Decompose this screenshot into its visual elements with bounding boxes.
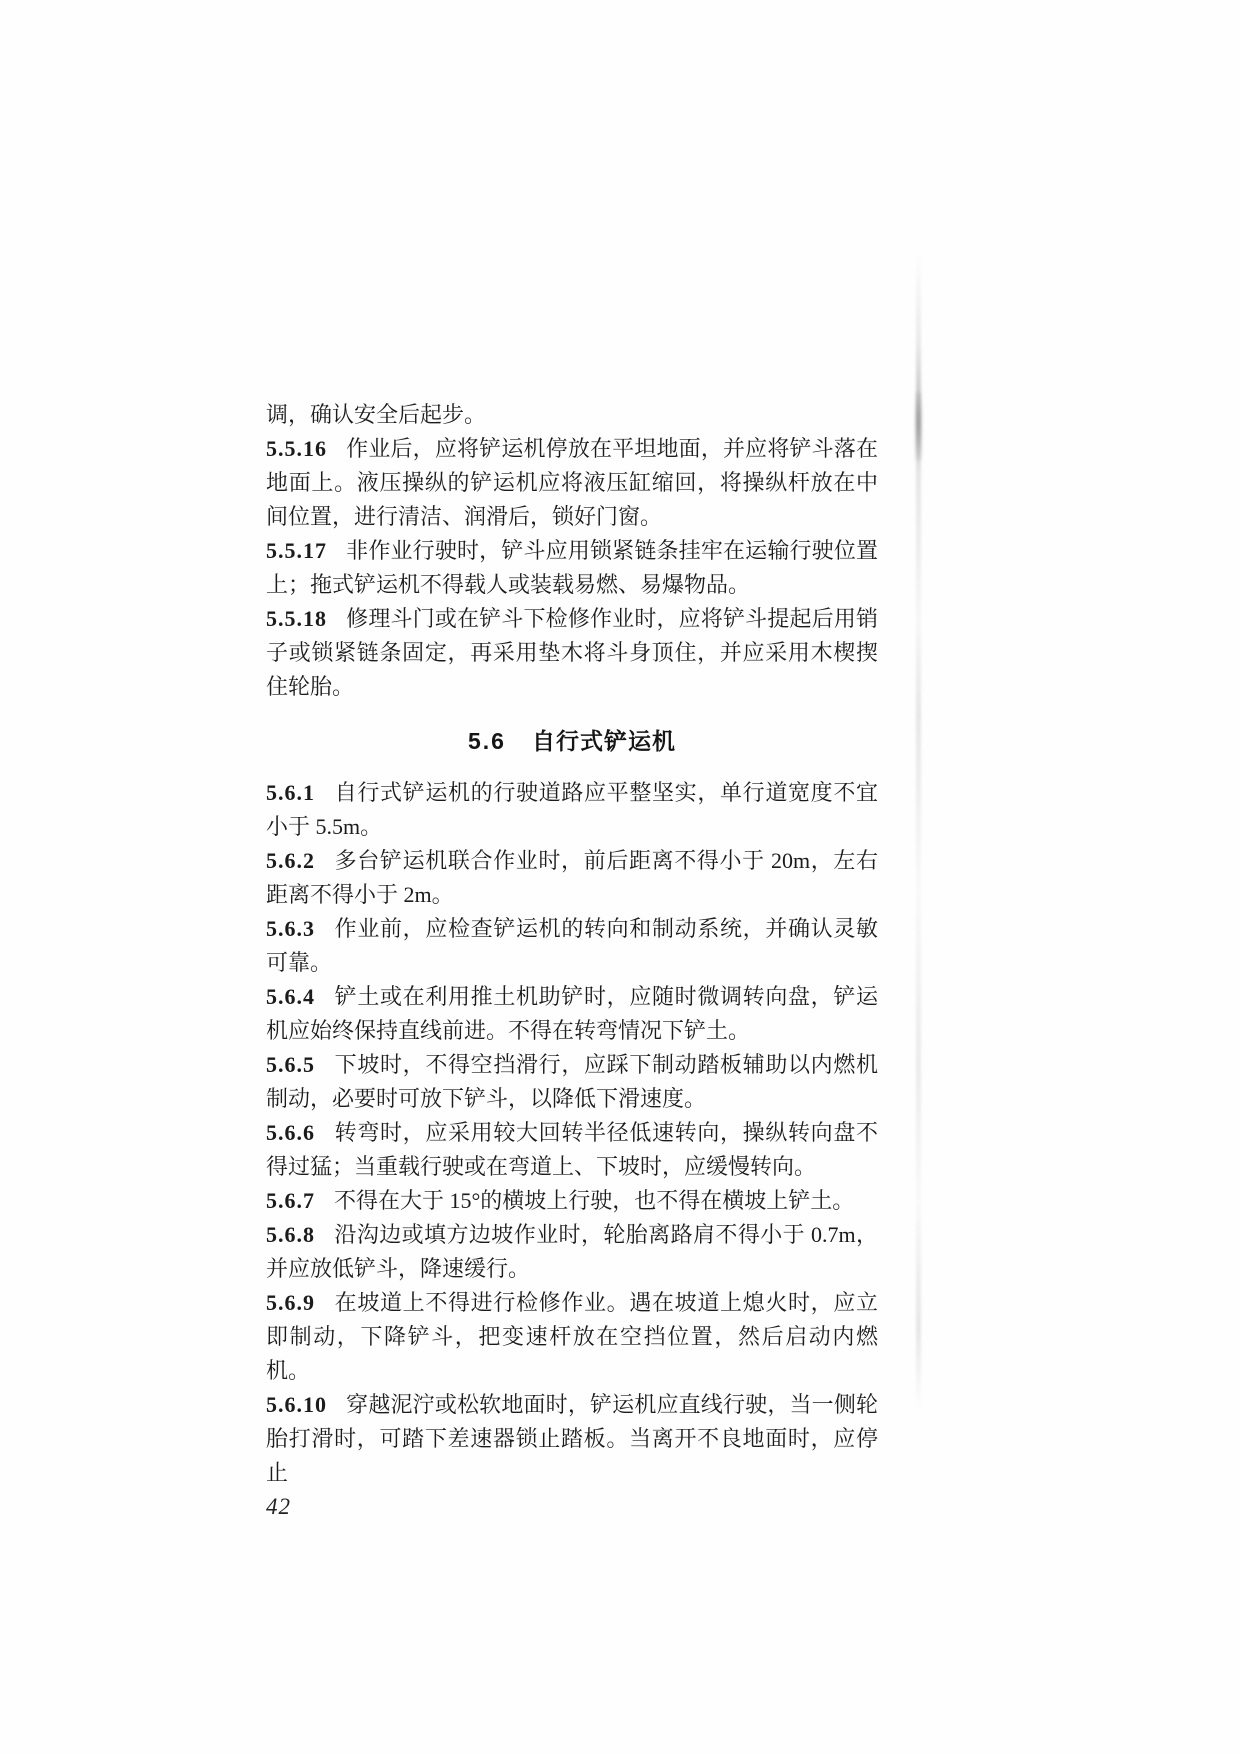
clause-text: 转弯时，应采用较大回转半径低速转向，操纵转向盘不得过猛；当重载行驶或在弯道上、下坡时，应缓慢转向。 <box>266 1120 878 1179</box>
clause-number: 5.6.7 <box>266 1188 315 1213</box>
clause-5-6-5 <box>266 1048 878 1116</box>
section-title: 自行式铲运机 <box>531 728 676 754</box>
clause-5-6-2 <box>266 844 878 912</box>
scan-artifact-blob <box>915 392 922 460</box>
scan-artifact-line <box>916 252 921 1410</box>
clause-text: 在坡道上不得进行检修作业。遇在坡道上熄火时，应立即制动，下降铲斗，把变速杆放在空挡位置，然后启动内燃机。 <box>266 1290 878 1383</box>
clause-5-6-3 <box>266 912 878 980</box>
clause-number: 5.5.16 <box>266 436 327 461</box>
clause-text: 下坡时，不得空挡滑行，应踩下制动踏板辅助以内燃机制动，必要时可放下铲斗，以降低下滑速度。 <box>266 1052 878 1111</box>
clause-number: 5.6.1 <box>266 780 315 805</box>
clause-text: 非作业行驶时，铲斗应用锁紧链条挂牢在运输行驶位置上；拖式铲运机不得载人或装载易燃、易爆物品。 <box>266 538 878 597</box>
clause-number: 5.5.18 <box>266 606 327 631</box>
clause-5-6-4 <box>266 980 878 1048</box>
section-heading <box>266 724 878 758</box>
clause-number: 5.6.6 <box>266 1120 315 1145</box>
clause-number: 5.6.10 <box>266 1392 327 1417</box>
clause-text: 作业后，应将铲运机停放在平坦地面，并应将铲斗落在地面上。液压操纵的铲运机应将液压缸缩回，将操纵杆放在中间位置，进行清洁、润滑后，锁好门窗。 <box>266 436 878 529</box>
clause-text: 不得在大于 15°的横坡上行驶，也不得在横坡上铲土。 <box>334 1188 855 1213</box>
clause-5-6-9 <box>266 1286 878 1388</box>
continuation-paragraph: 调，确认安全后起步。 <box>266 402 487 427</box>
clause-text: 作业前，应检查铲运机的转向和制动系统，并确认灵敏可靠。 <box>266 916 878 975</box>
page-number: 42 <box>266 1494 291 1519</box>
section-number: 5.6 <box>468 728 506 754</box>
clause-text: 自行式铲运机的行驶道路应平整坚实，单行道宽度不宜小于 5.5m。 <box>266 780 878 839</box>
clause-text: 穿越泥泞或松软地面时，铲运机应直线行驶，当一侧轮胎打滑时，可踏下差速器锁止踏板。当离开不良地面时，应停止 <box>266 1392 878 1485</box>
clause-text: 修理斗门或在铲斗下检修作业时，应将铲斗提起后用销子或锁紧链条固定，再采用垫木将斗身顶住，并应采用木楔揳住轮胎。 <box>266 606 878 699</box>
clause-5-6-10 <box>266 1388 878 1490</box>
clause-text: 多台铲运机联合作业时，前后距离不得小于 20m，左右距离不得小于 2m。 <box>266 848 878 907</box>
clause-number: 5.6.9 <box>266 1290 315 1315</box>
clause-number: 5.6.3 <box>266 916 315 941</box>
clause-number: 5.6.8 <box>266 1222 315 1247</box>
clause-5-5-18 <box>266 602 878 704</box>
clause-number: 5.6.5 <box>266 1052 315 1077</box>
clause-5-6-8 <box>266 1218 878 1286</box>
clause-5-5-16 <box>266 432 878 534</box>
clause-5-6-7 <box>266 1184 878 1218</box>
document-text-block <box>266 398 878 1524</box>
clause-number: 5.6.2 <box>266 848 315 873</box>
clause-5-6-6 <box>266 1116 878 1184</box>
clause-number: 5.6.4 <box>266 984 315 1009</box>
clause-5-5-17 <box>266 534 878 602</box>
clause-5-6-1 <box>266 776 878 844</box>
clause-text: 铲土或在利用推土机助铲时，应随时微调转向盘，铲运机应始终保持直线前进。不得在转弯情况下铲土。 <box>266 984 878 1043</box>
clause-text: 沿沟边或填方边坡作业时，轮胎离路肩不得小于 0.7m，并应放低铲斗，降速缓行。 <box>266 1222 878 1281</box>
clause-number: 5.5.17 <box>266 538 327 563</box>
